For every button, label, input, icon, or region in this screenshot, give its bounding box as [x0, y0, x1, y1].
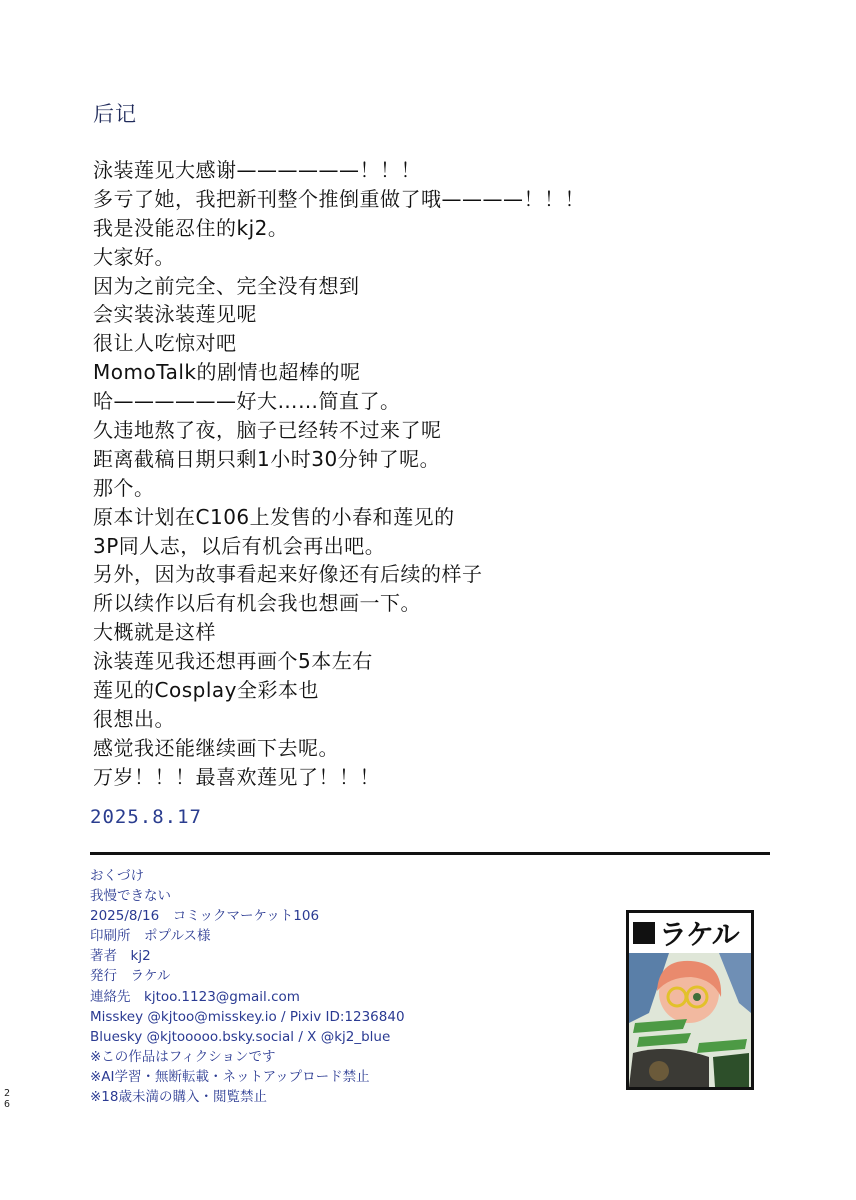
- colophon-misskey-pixiv: Misskey @kjtoo@misskey.io / Pixiv ID:1236840: [90, 1008, 405, 1025]
- afterword-line: 另外，因为故事看起来好像还有后续的样子: [93, 562, 483, 587]
- afterword-date: 2025.8.17: [90, 806, 202, 828]
- afterword-heading: 后记: [93, 102, 137, 126]
- afterword-line: 泳装莲见我还想再画个5本左右: [93, 649, 373, 674]
- afterword-line: 因为之前完全、完全没有想到: [93, 273, 360, 298]
- colophon-book-title: 我慢できない: [90, 888, 171, 905]
- colophon: [90, 866, 610, 1107]
- afterword-line: 所以续作以后有机会我也想画一下。: [93, 591, 421, 616]
- afterword-line: 哈——————好大……简直了。: [93, 389, 401, 414]
- afterword-line: MomoTalk的剧情也超棒的呢: [93, 360, 361, 385]
- afterword-line: 久违地熬了夜，脑子已经转不过来了呢: [93, 418, 442, 443]
- afterword-line: 原本计划在C106上发售的小春和莲见的: [93, 504, 455, 529]
- afterword-line: 泳装莲见大感谢——————！！！: [93, 158, 421, 182]
- afterword-line: 那个。: [93, 475, 155, 500]
- colophon-event: 2025/8/16 コミックマーケット106: [90, 908, 320, 925]
- circle-logo-header: [629, 913, 751, 953]
- circle-logo-illustration: [629, 953, 751, 1087]
- colophon-author: 著者 kj2: [90, 948, 151, 965]
- afterword-line: 莲见的Cosplay全彩本也: [93, 678, 319, 703]
- divider-rule: [90, 852, 770, 855]
- afterword-line: 很让人吃惊对吧: [93, 331, 237, 356]
- afterword-line: 距离截稿日期只剩1小时30分钟了呢。: [93, 446, 441, 471]
- colophon-notice-ai: ※AI学習・無断転載・ネットアップロード禁止: [90, 1068, 370, 1085]
- afterword-line: 多亏了她，我把新刊整个推倒重做了哦————！！！: [93, 186, 585, 211]
- afterword-line: 我是没能忍住的kj2。: [93, 215, 289, 240]
- afterword-line: 会实装泳装莲见呢: [93, 302, 257, 327]
- afterword-line: 3P同人志，以后有机会再出吧。: [93, 533, 386, 558]
- colophon-publisher: 発行 ラケル: [90, 968, 171, 985]
- circle-logo-text: ラケル: [659, 918, 739, 951]
- colophon-notice-fiction: ※この作品はフィクションです: [90, 1048, 276, 1065]
- colophon-contact: 連絡先 kjtoo.1123@gmail.com: [90, 988, 300, 1005]
- colophon-title: おくづけ: [90, 868, 144, 884]
- colophon-printer: 印刷所 ポプルス様: [90, 928, 211, 945]
- colophon-notice-age: ※18歳未満の購入・閲覧禁止: [90, 1089, 267, 1106]
- afterword-line: 感觉我还能继续画下去呢。: [93, 735, 339, 760]
- afterword-line: 大概就是这样: [93, 620, 216, 645]
- afterword-body: [93, 156, 793, 792]
- logo-square-icon: [633, 922, 655, 944]
- afterword-line: 很想出。: [93, 706, 175, 731]
- circle-logo-card: [626, 910, 754, 1090]
- afterword-line: 万岁！！！最喜欢莲见了！！！: [93, 764, 380, 789]
- colophon-bluesky-x: Bluesky @kjtooooo.bsky.social / X @kj2_blue: [90, 1028, 391, 1045]
- page-number: 26: [4, 1088, 11, 1110]
- afterword-line: 大家好。: [93, 244, 175, 269]
